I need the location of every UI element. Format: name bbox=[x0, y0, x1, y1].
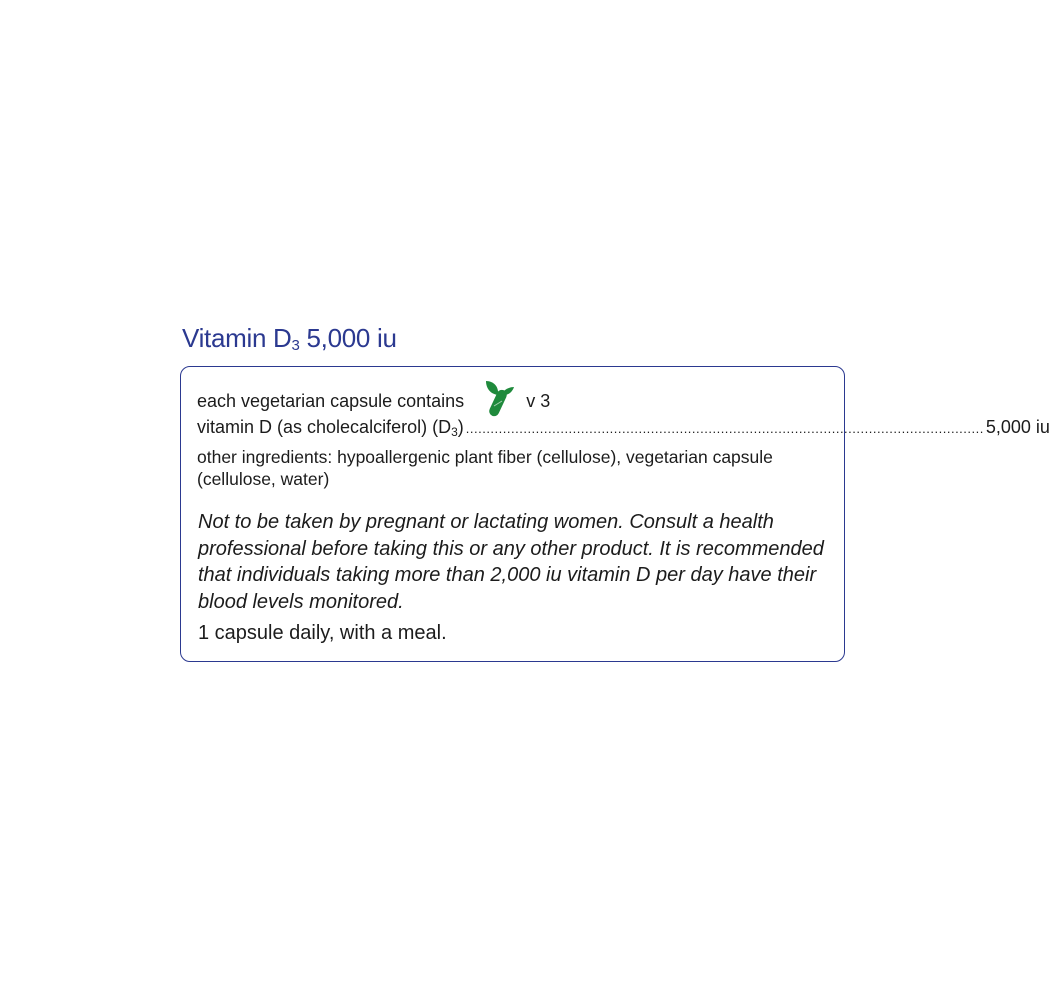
contains-row bbox=[197, 382, 550, 420]
product-title-main: Vitamin D bbox=[182, 323, 292, 353]
directions-text: 1 capsule daily, with a meal. bbox=[198, 622, 447, 644]
product-title-amount: 5,000 iu bbox=[299, 323, 397, 353]
nutrient-amount: 5,000 iu bbox=[985, 417, 1050, 437]
leaf-capsule-icon bbox=[484, 379, 516, 417]
nutrient-row bbox=[197, 417, 1050, 439]
nutrient-name bbox=[197, 417, 464, 438]
warning-text: Not to be taken by pregnant or lactating women. Consult a health professional before taking this or any other product. It is recommended that individuals taking more than 2,000 iu vitamin D per day have their blood levels monitored. bbox=[198, 511, 824, 613]
product-title-subscript: 3 bbox=[291, 337, 300, 354]
contains-suffix: v 3 bbox=[526, 390, 551, 411]
nutrient-name-subscript: 3 bbox=[451, 425, 458, 439]
nutrient-name-close: ) bbox=[457, 417, 464, 437]
dot-leader: .............................................................................................................................. bbox=[465, 421, 984, 436]
contains-label: each vegetarian capsule contains bbox=[197, 390, 465, 411]
other-ingredients: other ingredients: hypoallergenic plant fiber (cellulose), vegetarian capsule (cellulose, water) bbox=[197, 447, 773, 489]
nutrient-name-text: vitamin D (as cholecalciferol) (D bbox=[197, 417, 452, 437]
product-title bbox=[182, 323, 397, 354]
supplement-facts-panel bbox=[180, 366, 1050, 662]
